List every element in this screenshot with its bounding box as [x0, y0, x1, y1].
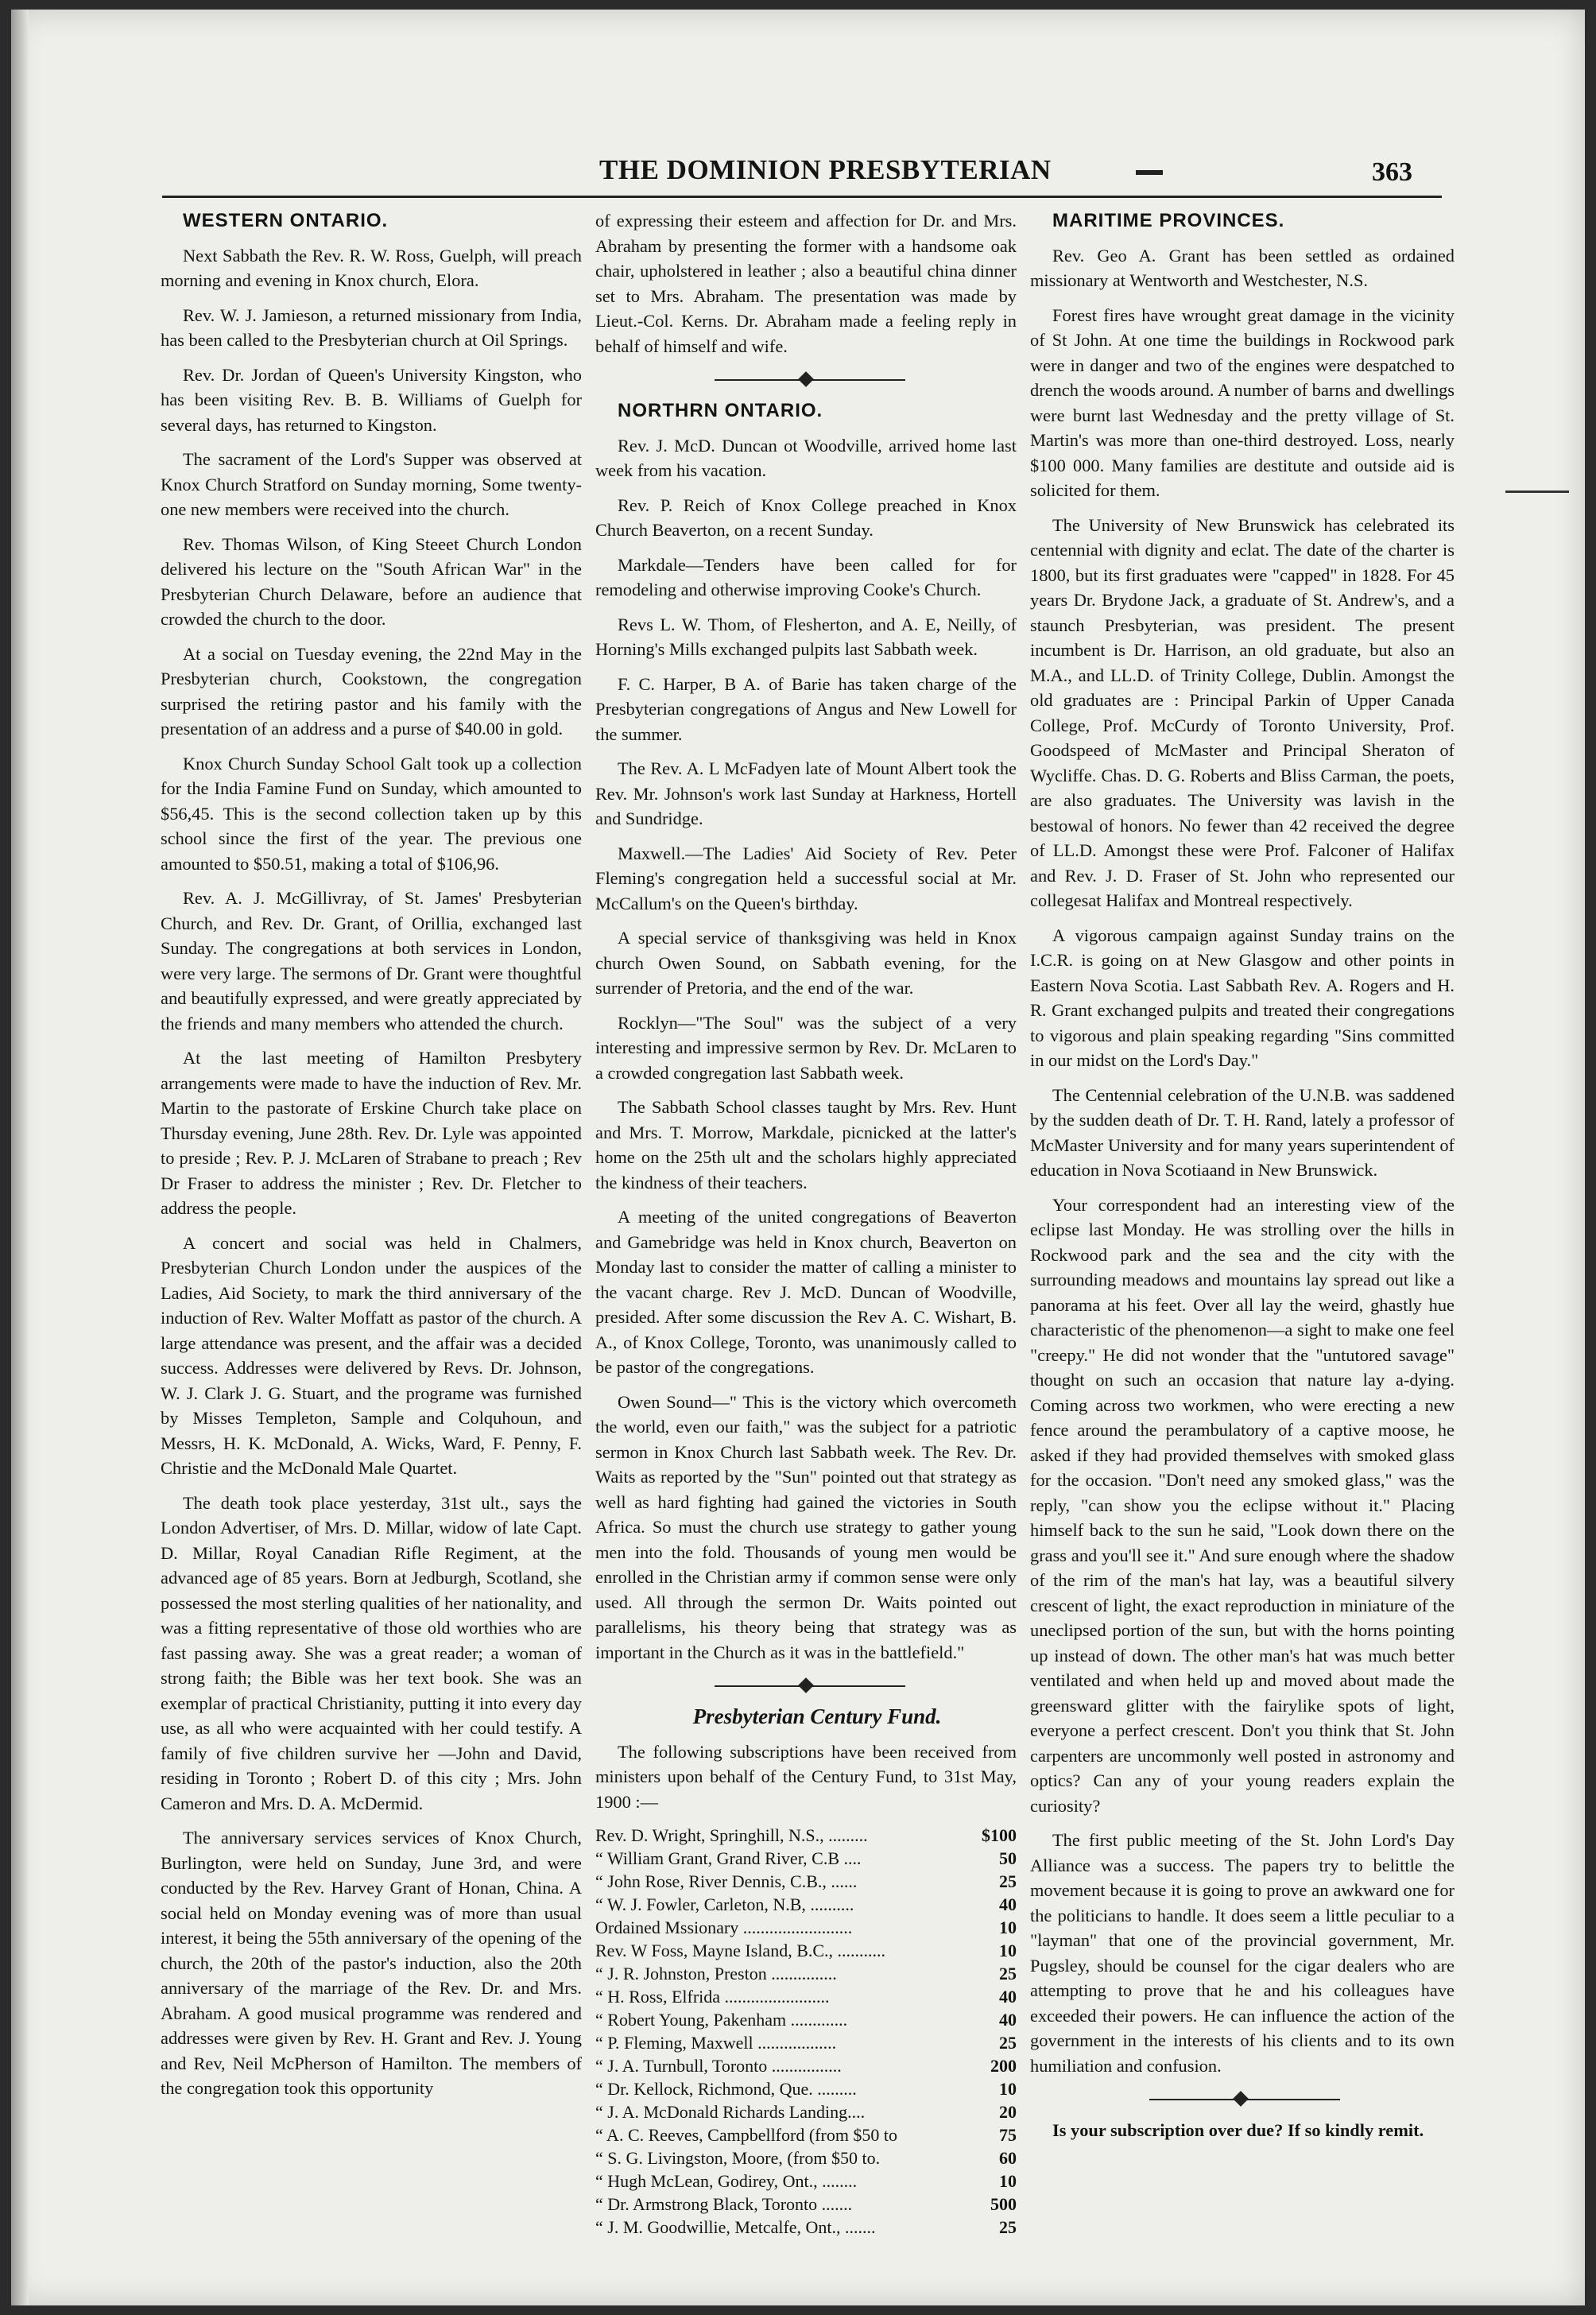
news-item: The Sabbath School classes taught by Mrs. Rev. Hunt and Mrs. T. Morrow, Markdale, picnicked at the latter's home on the 25th ult and the scholars highly appreciated the kindness of their teachers. [595, 1097, 1017, 1192]
news-item: The University of New Brunswick has celebrated its centennial with dignity and eclat. The date of the charter is 1800, but its first graduates were "capped" in 1828. For 45 years Dr. Brydone Jack, a graduate of St. Andrew's, and a staunch Presbyterian, was president. The present incumbent is Dr. Harrison, an old graduate, but also an M.A., and LL.D. of Trinity College, Dublin. Amongst the old graduates are : Principal Parkin of Upper Canada College, Prof. McCurdy of Toronto University, Prof. Goodspeed of McMaster and Principal Sheraton of Wycliffe. Chas. D. G. Roberts and Bliss Carman, the poets, are also graduates. The University was lavish in the bestowal of honors. No fewer than 42 received the degree of LL.D. Amongst these were Prof. Falconer of Halifax and Rev. J. D. Fraser of St. John who represented our collegesat Halifax and Montreal respectively. [1030, 514, 1455, 910]
fund-amount: 10 [999, 1941, 1017, 1960]
fund-subscriber: “ Dr. Armstrong Black, Toronto ....... [595, 2194, 853, 2214]
page-edge-shadow [11, 10, 29, 2305]
fund-amount: 75 [999, 2125, 1017, 2145]
section-divider [1030, 2088, 1455, 2111]
century-fund-intro: The following subscriptions have been received from ministers upon behalf of the Century Fund, to 31st May, 1900 :— [595, 1741, 1017, 1812]
fund-amount: 25 [999, 1964, 1017, 1983]
news-item: The Centennial celebration of the U.N.B. was saddened by the sudden death of Dr. T. H. Rand, lately a professor of McMaster University and for many years superintendent of education in Nova Scotiaand in New Brunswick. [1030, 1084, 1455, 1180]
news-item: The Rev. A. L McFadyen late of Mount Albert took the Rev. Mr. Johnson's work last Sunday at Harkness, Hortell and Sundridge. [595, 758, 1017, 828]
fund-subscriber: “ J. A. Turnbull, Toronto ................ [595, 2056, 842, 2076]
fund-amount: 500 [990, 2194, 1017, 2214]
fund-subscriber: “ Hugh McLean, Godirey, Ont., ........ [595, 2171, 858, 2191]
fund-row [595, 2077, 1017, 2100]
news-item: The anniversary services services of Knox Church, Burlington, were held on Sunday, June 3rd, and were conducted by the Rev. Harvey Grant of Honan, China. A social held on Monday evening was of more than usual interest, it being the 55th anniversary of the opening of the church, the 20th of the pastor's induction, also the 20th anniversary of the marriage of the Rev. Dr. and Mrs. Abraham. A good musical programme was rendered and addresses were given by Rev. H. Grant and Rev. J. Young and Rev, Neil McPherson of Hamilton. The members of the congregation took this opportunity [161, 1828, 582, 2098]
fund-subscriber: “ J. R. Johnston, Preston ............... [595, 1964, 837, 1983]
fund-amount: 40 [999, 2010, 1017, 2030]
news-item: Rev. Geo A. Grant has been settled as ordained missionary at Wentworth and Westchester, N.S. [1030, 245, 1455, 290]
fund-row [595, 1916, 1017, 1939]
news-item: The sacrament of the Lord's Supper was observed at Knox Church Stratford on Sunday morning, Some twenty-one new members were received into the church. [161, 449, 582, 519]
column-western-ontario [161, 208, 582, 2111]
news-item: Next Sabbath the Rev. R. W. Ross, Guelph, will preach morning and evening in Knox church, Elora. [161, 245, 582, 290]
section-divider [595, 1674, 1017, 1698]
column-maritime-provinces [1030, 208, 1455, 2153]
fund-amount: 50 [999, 1848, 1017, 1868]
fund-subscriber: “ William Grant, Grand River, C.B .... [595, 1848, 862, 1868]
news-item: Markdale—Tenders have been called for for remodeling and otherwise improving Cooke's Church. [595, 554, 1017, 599]
fund-amount: 10 [999, 2079, 1017, 2099]
fund-subscriber: “ J. A. McDonald Richards Landing.... [595, 2102, 866, 2122]
newspaper-page [11, 10, 1585, 2305]
header-rule [162, 196, 1442, 198]
news-item: Rev. W. J. Jamieson, a returned missionary from India, has been called to the Presbyterian church at Oil Springs. [161, 304, 582, 350]
divider-diamond-icon [1233, 2091, 1249, 2107]
fund-amount: 40 [999, 1987, 1017, 2007]
news-item: A special service of thanksgiving was held in Knox church Owen Sound, on Sabbath evening, for the surrender of Pretoria, and the end of the war. [595, 928, 1017, 998]
news-item: Forest fires have wrought great damage in the vicinity of St John. At one time the buildings in Rockwood park were in danger and two of the engines were despatched to drench the woods around. A number of barns and dwellings were burnt last Wednesday and the pretty village of St. Martin's was more than one-third destroyed. Loss, nearly $100 000. Many families are destitute and outside aid is solicited for them. [1030, 304, 1455, 500]
fund-subscriber: “ W. J. Fowler, Carleton, N.B, .......... [595, 1894, 854, 1914]
news-item: Rocklyn—"The Soul" was the subject of a very interesting and impressive sermon by Rev. Dr. McLaren to a crowded congregation last Sabbath week. [595, 1012, 1017, 1083]
fund-row [595, 2146, 1017, 2170]
news-item: At a social on Tuesday evening, the 22nd May in the Presbyterian church, Cookstown, the congregation surprised the retiring pastor and his family with the presentation of an address and a purse of $40.00 in gold. [161, 643, 582, 739]
century-fund-heading: Presbyterian Century Fund. [692, 1704, 942, 1728]
divider-diamond-icon [798, 371, 814, 387]
fund-subscriber: “ H. Ross, Elfrida ........................ [595, 1987, 830, 2007]
news-item: Rev. Dr. Jordan of Queen's University Kingston, who has been visiting Rev. B. B. Williams of Guelph for several days, has returned to Kingston. [161, 364, 582, 435]
news-item: Rev. A. J. McGillivray, of St. James' Presbyterian Church, and Rev. Dr. Grant, of Orillia, exchanged last Sunday. The congregations at both services in London, were very large. The sermons of Dr. Grant were thoughtful and beautifully expressed, and were greatly appreciated by the friends and many members who attended the church. [161, 888, 582, 1033]
fund-amount: $100 [982, 1825, 1017, 1845]
fund-row [595, 2031, 1017, 2054]
fund-row [595, 1847, 1017, 1870]
news-item: Owen Sound—" This is the victory which overcometh the world, even our faith," was the subject for a patriotic sermon in Knox Church last Sabbath week. The Rev. Dr. Waits as reported by the "Sun" pointed out that strategy as well as hard fighting had gained the victories in South Africa. So must the church use strategy to gather young men into the fold. Thousands of young men would be enrolled in the Christian army if common sense were only used. All through the sermon Dr. Waits pointed out parallelisms, his theory being that strategy was as important in the Church as it was in the battlefield." [595, 1391, 1017, 1662]
section-heading-maritime-provinces: MARITIME PROVINCES. [1052, 210, 1285, 231]
century-fund-list [595, 1824, 1017, 2239]
fund-amount: 20 [999, 2102, 1017, 2122]
fund-amount: 10 [999, 2171, 1017, 2191]
fund-row [595, 1939, 1017, 1962]
fund-amount: 25 [999, 2217, 1017, 2237]
news-item: Revs L. W. Thom, of Flesherton, and A. E, Neilly, of Horning's Mills exchanged pulpits last Sabbath week. [595, 614, 1017, 659]
news-item: Knox Church Sunday School Galt took up a collection for the India Famine Fund on Sunday, which amounted to $56,45. This is the second collection taken up by this school since the first of the year. The previous one amounted to $50.51, making a total of $106,96. [161, 753, 582, 874]
fund-subscriber: “ J. M. Goodwillie, Metcalfe, Ont., ....... [595, 2217, 876, 2237]
fund-subscriber: Rev. W Foss, Mayne Island, B.C., ........... [595, 1941, 886, 1960]
fund-row [595, 2054, 1017, 2077]
fund-row [595, 1870, 1017, 1893]
news-item: Maxwell.—The Ladies' Aid Society of Rev. Peter Fleming's congregation held a successful social at Mr. McCallum's on the Queen's birthday. [595, 843, 1017, 913]
news-item: A meeting of the united congregations of Beaverton and Gamebridge was held in Knox church, Beaverton on Monday last to consider the matter of calling a minister to the vacant charge. Rev J. McD. Duncan of Woodville, presided. After some discussion the Rev A. C. Wishart, B. A., of Knox College, Toronto, was unanimously called to be pastor of the congregations. [595, 1207, 1017, 1377]
fund-subscriber: Rev. D. Wright, Springhill, N.S., ......... [595, 1825, 868, 1845]
fund-amount: 40 [999, 1894, 1017, 1914]
fund-row [595, 1824, 1017, 1847]
fund-subscriber: “ S. G. Livingston, Moore, (from $50 to. [595, 2148, 881, 2168]
fund-row [595, 2123, 1017, 2146]
news-item: Rev. J. McD. Duncan ot Woodville, arrived home last week from his vacation. [595, 435, 1017, 480]
news-item-continued: of expressing their esteem and affection for Dr. and Mrs. Abraham by presenting the former with a handsome oak chair, upholstered in leather ; also a beautiful china dinner set to Mrs. Abraham. The presentation was made by Lieut.-Col. Kerns. Dr. Abraham made a feeling reply in behalf of himself and wife. [595, 211, 1017, 356]
fund-amount: 10 [999, 1918, 1017, 1937]
fund-amount: 25 [999, 1871, 1017, 1891]
fund-row [595, 2170, 1017, 2193]
fund-row [595, 1962, 1017, 1985]
page-number: 363 [1372, 157, 1412, 187]
fund-row [595, 1893, 1017, 1916]
news-item: Rev. P. Reich of Knox College preached in Knox Church Beaverton, on a recent Sunday. [595, 494, 1017, 540]
divider-diamond-icon [798, 1677, 814, 1693]
section-divider [595, 368, 1017, 392]
fund-subscriber: “ Dr. Kellock, Richmond, Que. ......... [595, 2079, 857, 2099]
fund-amount: 60 [999, 2148, 1017, 2168]
fund-row [595, 2216, 1017, 2239]
fund-subscriber: Ordained Mssionary ......................... [595, 1918, 853, 1937]
news-item: F. C. Harper, B A. of Barie has taken charge of the Presbyterian congregations of Angus and New Lowell for the summer. [595, 673, 1017, 744]
fund-subscriber: “ John Rose, River Dennis, C.B., ...... [595, 1871, 858, 1891]
news-item: Your correspondent had an interesting view of the eclipse last Monday. He was strolling over the hills in Rockwood park and the sea and the city with the surrounding meadows and mountains lay spread out like a panorama at his feet. Over all lay the weird, ghastly hue characteristic of the phenomenon—a sight to make one feel "creepy." He did not wonder that the "untutored savage" thought on such an occasion that nature lay a-dying. Coming across two workmen, who were erecting a new fence around the perambulatory of a captive moose, he asked if they had provided themselves with smoked glass for the occasion. "Don't need any smoked glass," was the reply, "can show you the eclipse without it." Placing himself back to the sun he said, "Look down there on the grass and you'll see it." And sure enough where the shadow of the rim of the man's hat lay, was a beautiful silvery crescent of light, the exact reproduction in miniature of the uneclipsed portion of the sun, but with the horns pointing up instead of down. The other man's hat was much better ventilated and when held up and moved about made the greensward glitter with the fairylike spots of light, everyone a perfect crescent. Don't you think that St. John carpenters are uncommonly well posted in astronomy and optics? Can any of your young readers explain the curiosity? [1030, 1194, 1455, 1816]
fund-row [595, 2008, 1017, 2031]
fund-row [595, 2193, 1017, 2216]
fund-subscriber: “ Robert Young, Pakenham ............. [595, 2010, 848, 2030]
news-item: The death took place yesterday, 31st ult., says the London Advertiser, of Mrs. D. Millar, widow of late Capt. D. Millar, Royal Canadian Rifle Regiment, at the advanced age of 85 years. Born at Jedburgh, Scotland, she possessed the most sterling qualities of her nationality, and was a fitting representative of those old worthies who are fast passing away. She was a great reader; a woman of strong faith; the Bible was her text book. She was an exemplar of practical Christianity, putting it into every day use, as all who were acquainted with her could testify. A family of five children survive her —John and David, residing in Toronto ; Robert D. of this city ; Mrs. John Cameron and Mrs. D. A. McDermid. [161, 1492, 582, 1813]
fund-row [595, 1985, 1017, 2008]
fund-row [595, 2100, 1017, 2123]
page-header [599, 154, 1203, 202]
news-item: At the last meeting of Hamilton Presbytery arrangements were made to have the induction of Rev. Mr. Martin to the pastorate of Erskine Church take place on Thursday evening, June 28th. Rev. Dr. Lyle was appointed to preside ; Rev. P. J. McLaren of Strabane to preach ; Rev Dr Fraser to address the minister ; Rev. Dr. Fletcher to address the people. [161, 1048, 582, 1218]
news-item: The first public meeting of the St. John Lord's Day Alliance was a success. The papers try to belittle the movement because it is going to prove an awkward one for the politicians to handle. It does seem a little peculiar to a "layman" that one of the provincial government, Mr. Pugsley, should be counsel for the cigar dealers who are attempting to prove that he and his colleagues have exceeded their powers. He can influence the action of the government in the interests of his clients and to its own humiliation and confusion. [1030, 1830, 1455, 2076]
header-ornament [1136, 170, 1163, 175]
fund-amount: 200 [990, 2056, 1017, 2076]
subscription-reminder: Is your subscription over due? If so kindly remit. [1052, 2120, 1424, 2140]
newspaper-title: THE DOMINION PRESBYTERIAN [599, 154, 1052, 185]
fund-amount: 25 [999, 2033, 1017, 2053]
news-item: A concert and social was held in Chalmers, Presbyterian Church London under the auspices of the Ladies, Aid Society, to mark the third anniversary of the induction of Rev. Walter Moffatt as pastor of the church. A large attendance was present, and the affair was a decided success. Addresses were delivered by Revs. Dr. Johnson, W. J. Clark J. G. Stuart, and the programe was furnished by Misses Templeton, Sample and Colquhoun, and Messrs, H. K. McDonald, A. Wicks, Ward, F. Penny, F. Christie and the McDonald Male Quartet. [161, 1232, 582, 1478]
section-heading-northern-ontario: NORTHRN ONTARIO. [618, 400, 823, 421]
fund-subscriber: “ P. Fleming, Maxwell .................. [595, 2033, 837, 2053]
column-northern-ontario [595, 208, 1017, 2245]
news-item: Rev. Thomas Wilson, of King Steeet Church London delivered his lecture on the "South African War" in the Presbyterian Church Delaware, before an audience that crowded the church to the door. [161, 533, 582, 629]
section-heading-western-ontario: WESTERN ONTARIO. [183, 210, 389, 231]
margin-mark [1505, 491, 1569, 493]
fund-subscriber: “ A. C. Reeves, Campbellford (from $50 to [595, 2125, 898, 2145]
news-item: A vigorous campaign against Sunday trains on the I.C.R. is going on at New Glasgow and other points in Eastern Nova Scotia. Last Sabbath Rev. A. Rogers and H. R. Grant exchanged pulpits and treated their congregations to vigorous and plain speaking regarding "Sins committed in our midst on the Lord's Day." [1030, 925, 1455, 1070]
